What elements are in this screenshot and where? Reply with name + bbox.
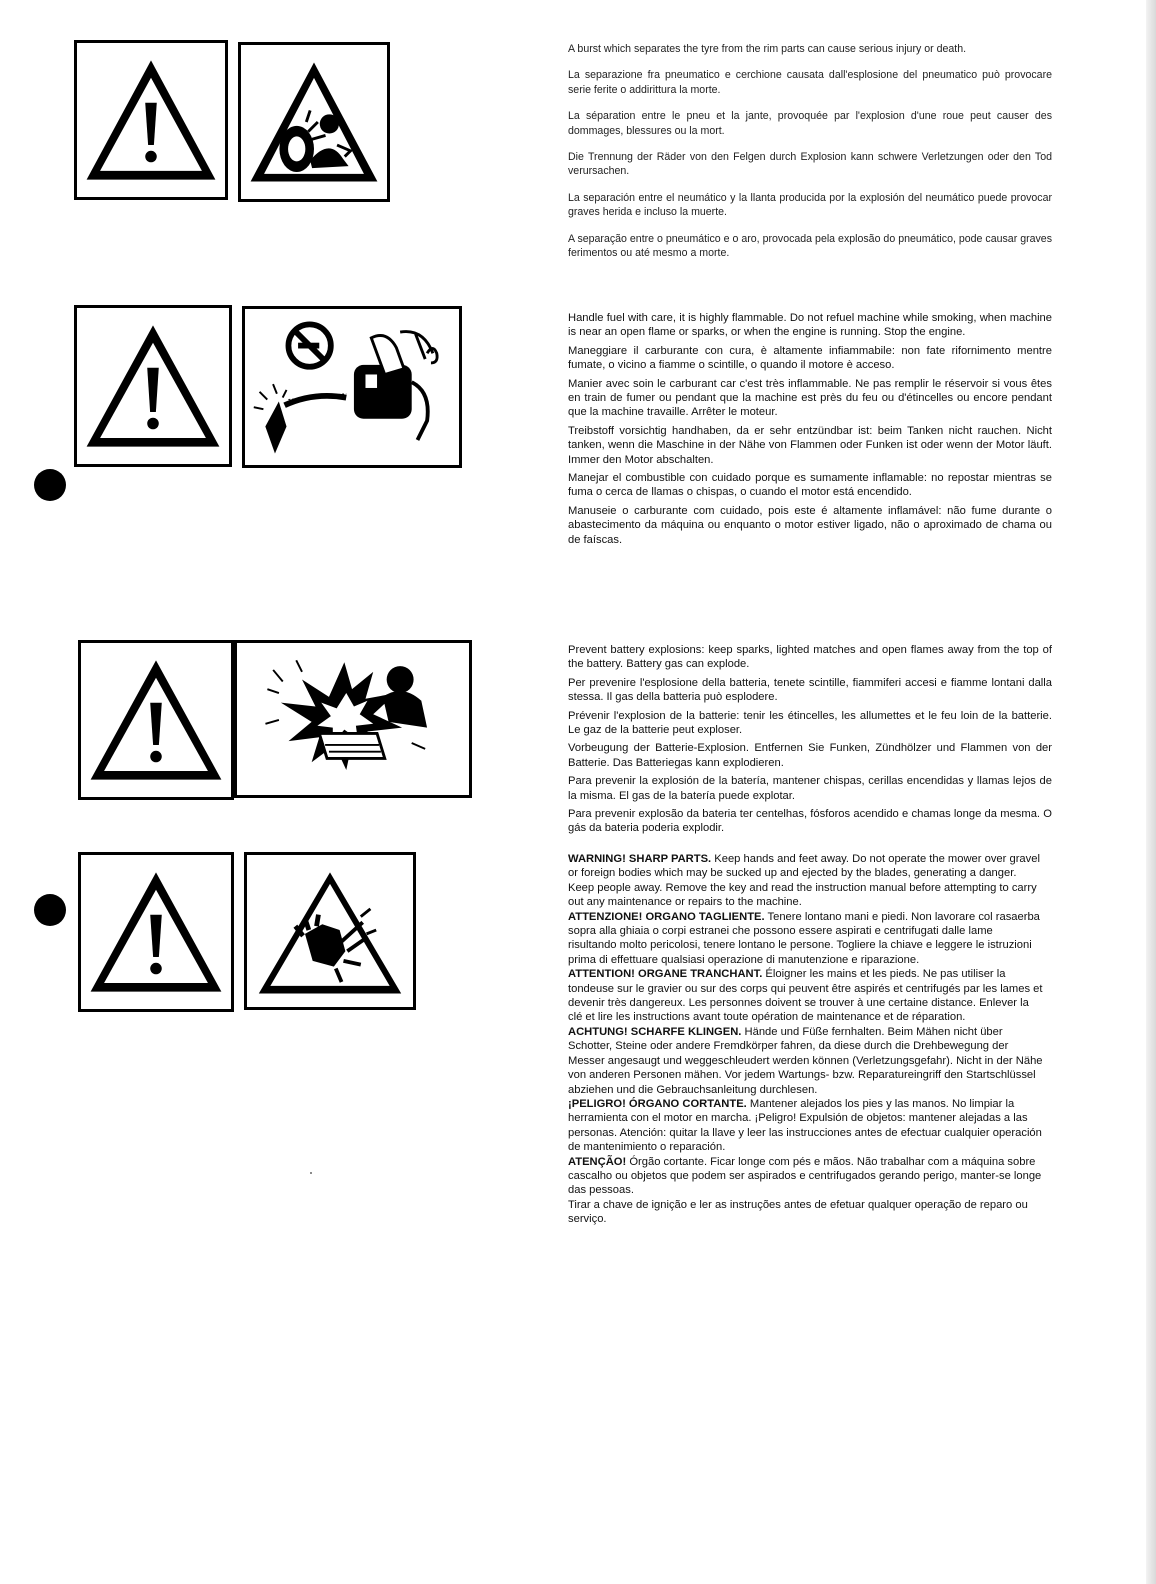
entry-body: Éloigner les mains et les pieds. Ne pas utiliser la tondeuse sur le gravier ou sur des corps qui peuvent être aspirés et centrifugés par les lames et devenir très dangereux. Les personnes doivent se trouver à une certaine distance. Enlever la clé et lire les instructions avant toute opération de maintenance et de réparation. <box>568 968 1043 1024</box>
entry <box>568 1198 1044 1227</box>
entry-heading: ATTENZIONE! ORGANO TAGLIENTE. <box>568 910 765 923</box>
entry-heading: ¡PELIGRO! ÓRGANO CORTANTE. <box>568 1097 747 1110</box>
paragraph: La separación entre el neumático y la llanta producida por la explosión del neumático puede provocar graves herida e incluso la muerte. <box>568 191 1052 219</box>
paragraph: La séparation entre le pneu et la jante, provoquée par l'explosion d'une roue peut causer des dommages, blessures ou la mort. <box>568 110 1052 137</box>
paragraph: Maneggiare il carburante con cura, è altamente infiammabile: non fate rifornimento mentre fumate, o vicino a fiamme o scintille, o quando il motore è acceso. <box>568 344 1052 372</box>
paragraph: Prevent battery explosions: keep sparks, lighted matches and open flames away from the top of the battery. Battery gas can explode. <box>568 644 1052 671</box>
paragraph: Manuseie o carburante com cuidado, pois este é altamente inflamável: não fume durante o abastecimento da máquina ou enquanto o motor estiver ligado, não o aproximado de chama ou de faíscas. <box>568 504 1052 546</box>
paragraph: Treibstoff vorsichtig handhaben, da er sehr entzündbar ist: beim Tanken nicht rauchen. Nicht tanken, wenn die Maschine in der Nähe von Flammen oder Funken ist oder wenn der Motor läuft. Immer den Motor abschalten. <box>568 424 1052 466</box>
entry-body: Hände und Füße fernhalten. Beim Mähen nicht über Schotter, Steine oder andere Fremdkörper fahren, da diese durch die Drehbewegung der Messer angesaugt und weggeschleudert werden können (Verletzungsgefahr). Nicht in der Nähe von anderen Personen mähen. Vor jedem Wartungs- bzw. Reparatureingriff den Startschlüssel abziehen und die Gebrauchsanleitung durchlesen. <box>568 1025 1043 1096</box>
entry-body: Mantener alejados los pies y las manos. No limpiar la herramienta con el motor en marcha. ¡Peligro! Expulsión de objetos: mantener alejadas a las personas. Atención: quitar la llave y leer las instrucciones antes de efectuar cualquier operación de mantenimiento o reparación. <box>568 1097 1042 1154</box>
fuel-no-smoking-icon <box>245 309 459 465</box>
paragraph: Die Trennung der Räder von den Felgen durch Explosion kann schwere Verletzungen oder den Tod verursachen. <box>568 151 1052 178</box>
entry <box>568 852 1044 910</box>
fuel-warning-text <box>568 311 1052 551</box>
warning-triangle-icon <box>78 852 234 1012</box>
paragraph: Para prevenir explosão da bateria ter centelhas, fósforos acendido e chamas longe da mesma. O gás da bateria poderia explodir. <box>568 808 1052 835</box>
entry-heading: ACHTUNG! SCHARFE KLINGEN. <box>568 1025 742 1038</box>
entry <box>568 1025 1044 1097</box>
warning-triangle-icon <box>77 43 225 197</box>
paragraph: Para prevenir la explosión de la batería, mantener chispas, cerillas encendidas y llamas lejos de la misma. El gas de la batería puede explotar. <box>568 775 1052 802</box>
paragraph: Vorbeugung der Batterie-Explosion. Entfernen Sie Funken, Zündhölzer und Flammen von der Batterie. Das Batteriegas kann explodieren. <box>568 742 1052 769</box>
punch-hole <box>34 469 66 501</box>
entry-heading: ATTENTION! ORGANE TRANCHANT. <box>568 968 763 981</box>
paragraph: A burst which separates the tyre from the rim parts can cause serious injury or death. <box>568 43 967 55</box>
battery-explosion-icon <box>234 640 472 798</box>
tyre-burst-icon <box>238 42 390 202</box>
entry-body: Tirar a chave de ignição e ler as instruções antes de efetuar qualquer operação de reparo ou serviço. <box>568 1198 1028 1226</box>
entry-heading: ATENÇÃO! <box>568 1155 627 1168</box>
paragraph: Per prevenire l'esplosione della batteria, tenete scintille, fiammiferi accesi e fiamme lontani dalla stessa. Il gas della batteria può esplodere. <box>568 676 1052 704</box>
tyre-warning-text <box>568 42 1052 272</box>
paragraph: Handle fuel with care, it is highly flammable. Do not refuel machine while smoking, when machine is near an open flame or sparks, or when the engine is running. Stop the engine. <box>568 312 1052 339</box>
paragraph: A separação entre o pneumático e o aro, provocada pela explosão do pneumático, pode causar graves ferimentos ou até mesmo a morte. <box>568 232 1052 260</box>
battery-explosion-icon <box>237 643 469 795</box>
warning-triangle-icon <box>81 643 231 797</box>
entry <box>568 1097 1044 1155</box>
entry <box>568 967 1044 1025</box>
paragraph: La separazione fra pneumatico e cerchione causata dall'esplosione del pneumatico può provocare serie ferite o addirittura la morte. <box>568 69 1052 96</box>
entry-body: Órgão cortante. Ficar longe com pés e mãos. Não trabalhar com a máquina sobre cascalho ou objetos que podem ser aspirados e centrifugados gerando perigo, manter-se longe das pessoas. <box>568 1155 1042 1197</box>
entry <box>568 1155 1044 1198</box>
warning-triangle-icon <box>74 40 228 200</box>
entry-body: Tenere lontano mani e piedi. Non lavorare col rasaerba sopra alla ghiaia o corpi estranei che possono essere aspirati e centrifugati dalle lame risultando molto pericolosi, tenere lontano le persone. Togliere la chiave e leggere le istruzioni prima di effettuare qualsiasi operazione di manutenzione e riparazione. <box>568 910 1040 966</box>
entry <box>568 910 1044 968</box>
entry-body: Keep hands and feet away. Do not operate the mower over gravel or foreign bodies which may be sucked up and ejected by the blades, generating a danger. Keep people away. Remove the key and read the instruction manual before attempting to carry out any maintenance or repairs to the machine. <box>568 853 1040 909</box>
warning-triangle-icon <box>81 855 231 1009</box>
paragraph: Manejar el combustible con cuidado porque es sumamente inflamable: no repostar mientras se fuma o cerca de llamas o chispas, o cuando el motor está encendido. <box>568 472 1052 499</box>
punch-hole <box>34 894 66 926</box>
warning-triangle-icon <box>78 640 234 800</box>
entry-heading: WARNING! SHARP PARTS. <box>568 853 712 865</box>
paragraph: Prévenir l'explosion de la batterie: tenir les étincelles, les allumettes et le feu loin de la batterie. Le gaz de la batterie peut exploser. <box>568 709 1052 737</box>
sharp-blade-hand-icon <box>244 852 416 1010</box>
blade-warning-text <box>568 852 1044 1227</box>
fuel-no-smoking-icon <box>242 306 462 468</box>
warning-triangle-icon <box>77 308 229 464</box>
battery-warning-text <box>568 643 1052 840</box>
paragraph: Manier avec soin le carburant car c'est très inflammable. Ne pas remplir le réservoir si vous êtes en train de fumer ou pendant que la machine est près du feu ou d'étincelles ou encore pendant que la machine travaille. Arrêter le moteur. <box>568 377 1052 419</box>
speck <box>310 1172 312 1174</box>
page-edge <box>1146 0 1156 1584</box>
warning-triangle-icon <box>74 305 232 467</box>
tyre-burst-icon <box>241 45 387 199</box>
sharp-blade-hand-icon <box>247 855 413 1007</box>
